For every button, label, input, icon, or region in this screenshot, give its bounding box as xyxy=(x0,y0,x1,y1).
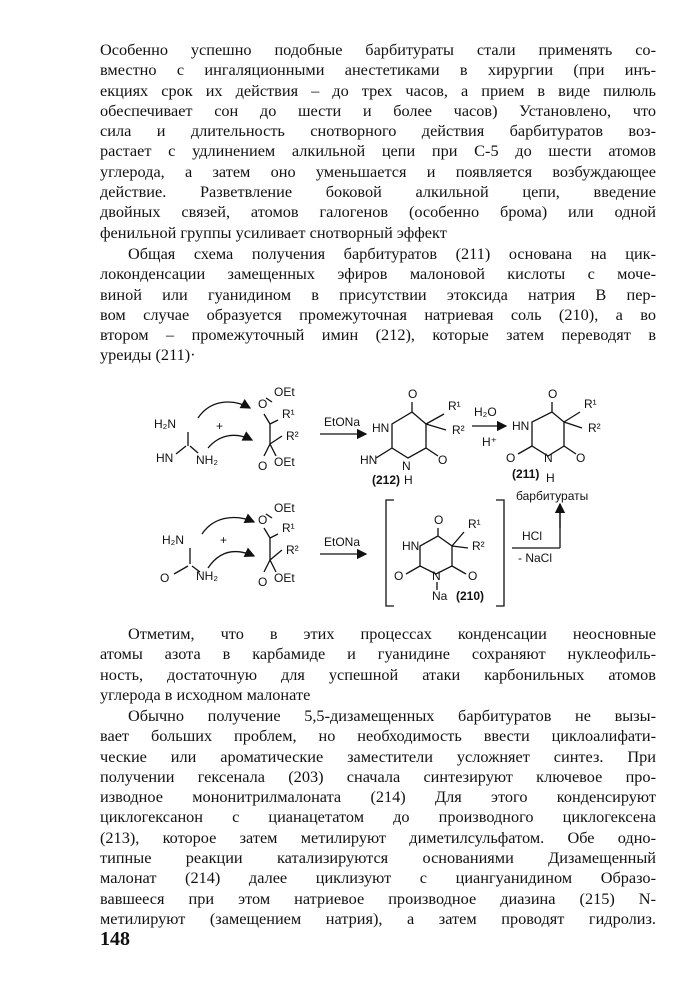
r2-label: R² xyxy=(588,421,601,435)
oet-label: OEt xyxy=(274,455,295,469)
compound-label: (211) xyxy=(512,467,540,481)
o-label: O xyxy=(160,571,170,585)
reagent-top xyxy=(320,415,366,434)
compound-label: (212) xyxy=(372,473,401,487)
text-line: вом случае образуется промежуточная натриевая соль (210), а во xyxy=(100,304,656,324)
r1-label: R¹ xyxy=(282,521,295,535)
na-label: Na xyxy=(432,589,448,603)
plus-sign: + xyxy=(220,533,228,547)
text-line: обеспечивает сон до шести и более часов) Установлено, что xyxy=(100,100,656,120)
h2n-label: H₂N xyxy=(154,417,176,431)
r2-label: R² xyxy=(452,423,465,437)
o-label: O xyxy=(576,451,586,465)
r1-label: R¹ xyxy=(448,399,461,413)
text-line: двойных связей, атомов галогенов (особенно брома) или одной xyxy=(100,202,656,222)
hn-label: HN xyxy=(512,419,530,433)
hn-label: HN xyxy=(402,539,420,553)
text-line: вает больших проблем, но необходимость ввести циклоалифати- xyxy=(100,726,656,746)
o-label: O xyxy=(258,513,268,527)
text-line: локонденсации замещенных эфиров малоновой кислоты с моче- xyxy=(100,264,656,284)
text-line: метилируют (замещением натрия), а затем проводят гидролиз. xyxy=(100,908,656,928)
compound-210 xyxy=(386,500,504,606)
text-line: ческие или ароматические заместители усложняет синтез. При xyxy=(100,746,656,766)
compound-label: (210) xyxy=(456,589,485,603)
o-label: O xyxy=(434,513,444,527)
plus-sign: + xyxy=(216,419,224,433)
text-line: изводное мононитрилмалоната (214) Для этого конденсируют xyxy=(100,787,656,807)
etona-label: EtONa xyxy=(324,535,361,549)
reagent-bottom xyxy=(320,535,366,554)
text-line: екциях срок их действия – до трех часов, а прием в виде пилюль xyxy=(100,80,656,100)
nh2-label: NH₂ xyxy=(196,569,218,583)
page-number: 148 xyxy=(100,928,130,950)
hn-label: HN xyxy=(372,421,390,435)
text-line: растает с удлинением алкильной цепи при С-5 до шести атомов xyxy=(100,141,656,161)
r2-label: R² xyxy=(286,543,299,557)
h2n-label: H₂N xyxy=(162,533,184,547)
paragraph-3 xyxy=(100,624,656,705)
o-label: O xyxy=(438,453,448,467)
n-label: N xyxy=(432,569,441,583)
nacl-label: - NaCl xyxy=(518,551,553,565)
text-line: ность, достаточную для успешной атаки карбонильных атомов xyxy=(100,664,656,684)
hplus-label: H⁺ xyxy=(482,435,497,449)
text-line: втором – промежуточный имин (212), которые затем переводят в xyxy=(100,325,656,345)
text-line: Обычно получение 5,5-дизамещенных барбитуратов не вызы- xyxy=(128,706,656,725)
n-label: N xyxy=(402,459,411,473)
text-line: углерода, а затем оно уменьшается и появляется возбуждающее xyxy=(100,161,656,181)
hn-label: HN xyxy=(360,453,378,467)
text-line: получении гексенала (203) сначала синтезируют ключевое про- xyxy=(100,766,656,786)
h-label: H xyxy=(404,473,413,487)
oet-label: OEt xyxy=(274,385,295,399)
malonate-bottom xyxy=(258,501,299,589)
etona-label: EtONa xyxy=(324,415,361,429)
n-label: N xyxy=(544,451,553,465)
o-label: O xyxy=(394,569,404,583)
text-line: фенильной группы усиливает снотворный эффект xyxy=(100,222,447,242)
paragraph-1 xyxy=(100,40,656,243)
paragraph-4 xyxy=(100,706,656,929)
h-label: H xyxy=(546,471,555,485)
r2-label: R² xyxy=(286,429,299,443)
o-label: O xyxy=(258,459,268,473)
text-line: виной или гуанидином в присутствии этоксида натрия В пер- xyxy=(100,284,656,304)
text-line: атомы азота в карбамиде и гуанидине сохраняют нуклеофиль- xyxy=(100,644,656,664)
o-label: O xyxy=(548,387,558,401)
o-label: O xyxy=(408,387,418,401)
text-line: уреиды (211)· xyxy=(100,345,196,365)
text-line: сила и длительность снотворного действия барбитуратов воз- xyxy=(100,121,656,141)
text-line: вавшееся при этом натриевое производное диазина (215) N- xyxy=(100,888,656,908)
text-line: Отметим, что в этих процессах конденсации неосновные xyxy=(128,624,656,643)
h2o-label: H₂O xyxy=(474,405,497,419)
r1-label: R¹ xyxy=(584,397,597,411)
text-line: вместно с ингаляционными анестетиками в хирургии (при инъ- xyxy=(100,60,656,80)
malonate-top xyxy=(258,385,299,473)
text-line: углерода в исходном малонате xyxy=(100,684,311,704)
text-line: действие. Разветвление боковой алкильной цепи, введение xyxy=(100,182,656,202)
compound-212 xyxy=(360,387,465,487)
acidification-step xyxy=(512,504,560,565)
r1-label: R¹ xyxy=(468,517,481,531)
text-line: малонат (214) далее циклизуют с циангуанидином Образо- xyxy=(100,868,656,888)
text-line: Особенно успешно подобные барбитураты стали применять со- xyxy=(100,40,656,59)
o-label: O xyxy=(506,451,516,465)
guanidine xyxy=(154,417,223,467)
hn-label: HN xyxy=(156,451,174,465)
o-label: O xyxy=(258,397,268,411)
paragraph-2 xyxy=(100,244,656,366)
text-line: (213), которое затем метилируют диметилсульфатом. Обе одно- xyxy=(100,827,656,847)
oet-label: OEt xyxy=(274,501,295,515)
hcl-label: HCl xyxy=(522,529,542,543)
r1-label: R¹ xyxy=(282,407,295,421)
text-line: циклогексанон с цианацетатом до производного циклогексена xyxy=(100,807,656,827)
nh2-label: NH₂ xyxy=(196,453,218,467)
o-label: O xyxy=(468,569,478,583)
compound-211 xyxy=(506,387,601,503)
oet-label: OEt xyxy=(274,571,295,585)
reaction-scheme xyxy=(150,378,620,618)
text-line: типные реакции катализируются основаниями Дизамещенный xyxy=(100,848,656,868)
product-name: барбитураты xyxy=(516,489,589,503)
text-line: Общая схема получения барбитуратов (211) основана на цик- xyxy=(128,244,656,263)
urea xyxy=(160,533,227,585)
hydrolysis-step xyxy=(472,405,506,449)
o-label: O xyxy=(258,575,268,589)
r2-label: R² xyxy=(472,539,485,553)
